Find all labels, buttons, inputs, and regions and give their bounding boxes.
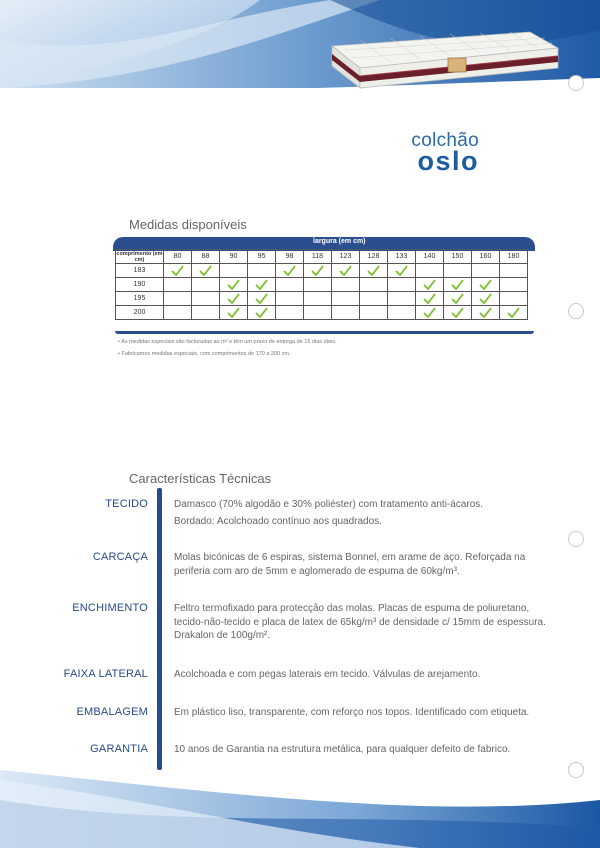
checkmark-icon [171,265,184,276]
availability-cell [248,292,276,306]
availability-cell [360,264,388,278]
mattress-image [320,28,560,98]
sizes-table [113,237,533,332]
availability-cell [500,306,528,320]
availability-cell [276,292,304,306]
availability-cell [332,292,360,306]
checkmark-icon [479,307,492,318]
length-row [116,278,528,292]
note-special-sizes: • As medidas especiais são facturadas ao m² e têm um prazo de entrega de 15 dias úteis. [118,339,337,345]
checkmark-icon [255,307,268,318]
availability-cell [444,264,472,278]
checkmark-icon [311,265,324,276]
availability-cell [164,278,192,292]
availability-cell [472,278,500,292]
availability-cell [276,278,304,292]
availability-cell [416,278,444,292]
width-cell: 80 [164,250,192,264]
spec-line: Bordado: Acolchoado contínuo aos quadrados. [174,515,382,527]
width-cell: 180 [500,250,528,264]
checkmark-icon [283,265,296,276]
binder-hole-1 [568,75,584,91]
availability-cell [164,264,192,278]
checkmark-icon [451,293,464,304]
checkmark-icon [479,279,492,290]
spec-line: Acolchoada e com pegas laterais em tecido. Válvulas de arejamento. [174,669,481,680]
width-cell: 128 [360,250,388,264]
checkmark-icon [199,265,212,276]
width-cell: 133 [388,250,416,264]
availability-cell [192,292,220,306]
checkmark-icon [423,293,436,304]
availability-cell [164,306,192,320]
spec-text-embalagem [174,706,554,723]
availability-cell [416,306,444,320]
availability-cell [360,292,388,306]
spec-text-garantia [174,743,554,760]
availability-cell [332,306,360,320]
spec-line: Em plástico liso, transparente, com reforço nos topos. Identificado com etiqueta. [174,707,530,718]
availability-cell [388,292,416,306]
product-type: colchão [411,130,479,151]
footer-wave-background [0,770,600,848]
spec-line: Feltro termofixado para protecção das molas. Placas de espuma de poliuretano, tecido-não-tecido e placa de latex de 65kg/m³ de densidade c/ 15mm de espessura. Drakalon de 100g/m². [174,603,546,641]
checkmark-icon [255,279,268,290]
width-cell: 150 [444,250,472,264]
sizes-grid [115,249,528,320]
width-cell: 98 [276,250,304,264]
spec-label-garantia: GARANTIA [90,743,148,755]
width-cell: 95 [248,250,276,264]
width-header: largura (em cm) [313,238,366,245]
spec-label-embalagem: EMBALAGEM [76,706,148,718]
width-row [116,250,528,264]
product-name: oslo [417,146,479,176]
availability-cell [444,306,472,320]
checkmark-icon [423,307,436,318]
availability-cell [360,306,388,320]
spec-label-carcaca: CARCAÇA [92,551,148,563]
availability-cell [360,278,388,292]
checkmark-icon [227,293,240,304]
availability-cell [164,292,192,306]
spec-text-carcaca [174,551,554,581]
spec-label-faixa-lateral: FAIXA LATERAL [63,668,148,680]
availability-cell [444,292,472,306]
spec-label-tecido: TECIDO [105,498,148,510]
availability-cell [304,264,332,278]
availability-cell [192,278,220,292]
availability-cell [248,306,276,320]
availability-cell [220,292,248,306]
spec-label-enchimento: ENCHIMENTO [72,602,148,614]
table-bottom-bar [115,331,534,334]
checkmark-icon [451,307,464,318]
checkmark-icon [227,279,240,290]
length-row [116,264,528,278]
availability-cell [416,292,444,306]
spec-line: 10 anos de Garantia na estrutura metálica, para qualquer defeito de fabrico. [174,744,511,755]
specs-title: Características Técnicas [129,471,272,486]
length-header: comprimento (em cm) [116,250,163,263]
checkmark-icon [507,307,520,318]
length-cell: 183 [116,264,164,278]
length-cell: 195 [116,292,164,306]
availability-cell [472,292,500,306]
checkmark-icon [367,265,380,276]
width-cell: 88 [192,250,220,264]
width-cell: 90 [220,250,248,264]
spec-text-enchimento [174,602,554,646]
spec-line: Molas bicónicas de 6 espiras, sistema Bonnel, em arame de aço. Reforçada na periferia com aro de 5mm e aglomerado de espuma de 60kg/m³. [174,552,526,577]
availability-cell [500,264,528,278]
spec-text-faixa-lateral [174,668,554,685]
checkmark-icon [479,293,492,304]
binder-hole-3 [568,531,584,547]
checkmark-icon [255,293,268,304]
availability-cell [220,306,248,320]
availability-cell [304,306,332,320]
spec-text-tecido [174,498,554,531]
availability-cell [248,264,276,278]
availability-cell [304,278,332,292]
availability-cell [472,306,500,320]
binder-hole-2 [568,303,584,319]
checkmark-icon [423,279,436,290]
availability-cell [500,278,528,292]
availability-cell [192,264,220,278]
availability-cell [276,306,304,320]
checkmark-icon [339,265,352,276]
width-cell: 118 [304,250,332,264]
availability-cell [276,264,304,278]
length-row [116,292,528,306]
checkmark-icon [227,307,240,318]
width-cell: 160 [472,250,500,264]
availability-cell [388,306,416,320]
availability-cell [304,292,332,306]
availability-cell [444,278,472,292]
length-cell: 190 [116,278,164,292]
width-cell: 123 [332,250,360,264]
availability-cell [472,264,500,278]
availability-cell [220,264,248,278]
availability-cell [332,264,360,278]
availability-cell [416,264,444,278]
availability-cell [388,264,416,278]
availability-cell [332,278,360,292]
length-cell: 200 [116,306,164,320]
checkmark-icon [451,279,464,290]
width-cell: 140 [416,250,444,264]
specs-divider-bar [157,488,162,770]
checkmark-icon [395,265,408,276]
availability-cell [192,306,220,320]
availability-cell [388,278,416,292]
availability-cell [248,278,276,292]
spec-line: Damasco (70% algodão e 30% poliéster) com tratamento anti-ácaros. [174,499,484,510]
note-custom-lengths: • Fabricamos medidas especiais, com comprimentos de 170 a 200 cm. [118,351,291,357]
sizes-title: Medidas disponíveis [129,217,247,232]
availability-cell [220,278,248,292]
availability-cell [500,292,528,306]
length-row [116,306,528,320]
